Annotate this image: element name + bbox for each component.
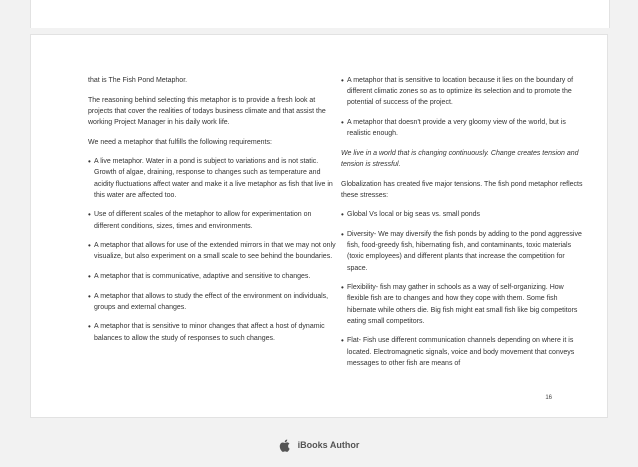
list-item: • A metaphor that is sensitive to minor changes that affect a host of dynamic balances to allow the study of responses to such changes. <box>88 321 338 343</box>
requirements-list <box>88 156 338 344</box>
list-item: • Global Vs local or big seas vs. small ponds <box>341 209 585 220</box>
list-item: • Diversity- We may diversify the fish ponds by adding to the pond aggressive fish, food-greedy fish, hibernating fish, and contaminants, toxic materials (toxic employees) and different plants that increase the competition for space. <box>341 229 585 274</box>
right-column <box>341 75 585 377</box>
list-item: • A metaphor that is sensitive to location because it lies on the boundary of different climatic zones so as to optimize its selection and to promote the potential of success of the project. <box>341 75 585 109</box>
list-item: • Flat- Fish use different communication channels depending on where it is located. Electromagnetic signals, voice and body movement that conveys messages to other fish are means of <box>341 335 585 369</box>
footer <box>0 435 638 455</box>
list-item: • Use of different scales of the metaphor to allow for experimentation on different conditions, sizes, times and environments. <box>88 209 338 231</box>
previous-page-strip <box>30 0 610 28</box>
tensions-list <box>341 209 585 369</box>
paragraph-requirements: We need a metaphor that fulfills the following requirements: <box>88 138 272 146</box>
paragraph-globalization: Globalization has created five major tensions. The fish pond metaphor reflects these stresses: <box>341 180 583 199</box>
left-column <box>88 75 338 352</box>
list-item: • A metaphor that is communicative, adaptive and sensitive to changes. <box>88 271 338 282</box>
intro-line: that is The Fish Pond Metaphor. <box>88 77 188 84</box>
apple-icon <box>279 439 290 452</box>
requirements-list-continued <box>341 75 585 139</box>
paragraph-reasoning: The reasoning behind selecting this metaphor is to provide a fresh look at projects that cover the realities of todays business climate and that assist the working Project Manager in his daily work life. <box>88 96 326 126</box>
list-item: • A metaphor that doesn't provide a very gloomy view of the world, but is realistic enough. <box>341 117 585 139</box>
list-item: • A metaphor that allows to study the effect of the environment on individuals, groups and external changes. <box>88 291 338 313</box>
italic-paragraph: We live in a world that is changing continuously. Change creates tension and tension is stressful. <box>341 149 579 168</box>
list-item: • Flexibility- fish may gather in schools as a way of self-organizing. How flexible fish are to changes and how they cope with them. Some fish hibernate while others die. Big fish might eat small fish like big competitors eating small competitors. <box>341 282 585 327</box>
book-page <box>30 34 608 418</box>
list-item: • A live metaphor. Water in a pond is subject to variations and is not static. Growth of algae, draining, response to changes such as temperature and acidity fluctuations affect water and make it a live metaphor as fish that live in this water are affected too. <box>88 156 338 201</box>
list-item: • A metaphor that allows for use of the extended mirrors in that we may not only visualize, but also experiment on a small scale to see behind the boundaries. <box>88 240 338 262</box>
page-number: 16 <box>545 395 552 401</box>
footer-label: iBooks Author <box>297 440 360 450</box>
